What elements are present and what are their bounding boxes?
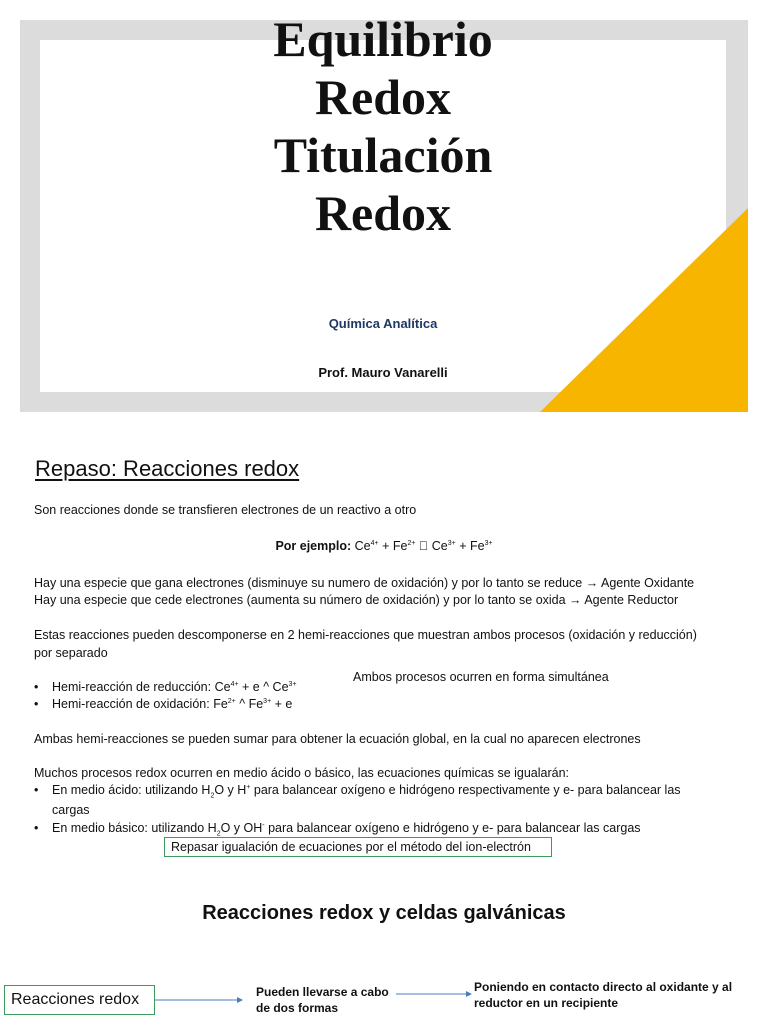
- oxidation-label: Hemi-reacción de oxidación: Fe: [52, 697, 228, 711]
- basic-subscript: 2: [216, 830, 221, 838]
- basic-text-a: En medio básico: utilizando H: [52, 821, 217, 835]
- two-ways-line-1: Pueden llevarse a cabo: [256, 985, 389, 999]
- redox-reactions-box: Reacciones redox: [4, 985, 155, 1015]
- two-ways-line-2: de dos formas: [256, 1001, 339, 1015]
- review-reminder-box: Repasar igualación de ecuaciones por el método del ion-electrón: [164, 837, 552, 857]
- title-line-1: Equilibrio: [273, 20, 493, 67]
- eq-fe-charge: 2+: [407, 539, 416, 547]
- professor-name: Prof. Mauro Vanarelli: [318, 365, 448, 380]
- acid-subscript: 2: [210, 792, 215, 800]
- title-line-4: Redox: [314, 185, 452, 241]
- review-heading: Repaso: Reacciones redox: [35, 456, 300, 481]
- title-line-3: Titulación: [273, 127, 493, 183]
- oxidant-line: Hay una especie que gana electrones (disminuye su numero de oxidación) y por lo tanto se reduce → Agente Oxidante: [34, 576, 695, 590]
- bullet-icon: •: [34, 783, 39, 797]
- arrow-icon: [396, 988, 472, 1000]
- eq-ce-charge: 4+: [370, 539, 379, 547]
- bullet-icon: •: [34, 697, 39, 711]
- intro-text: Son reacciones donde se transfieren electrones de un reactivo a otro: [34, 503, 417, 517]
- eq-arrow: [421, 539, 426, 553]
- reduction-charge-1: 4+: [230, 680, 239, 688]
- eq-plus-fe2: + Fe: [449, 539, 479, 553]
- acid-text-a: En medio ácido: utilizando H: [52, 783, 211, 797]
- galvanic-title: Reacciones redox y celdas galvánicas: [202, 902, 566, 924]
- bullet-icon: •: [34, 821, 39, 835]
- media-intro: Muchos procesos redox ocurren en medio ácido o básico, las ecuaciones químicas se igualarán:: [34, 766, 570, 780]
- basic-text-b: O y OH: [220, 821, 263, 835]
- course-name: Química Analítica: [328, 316, 438, 331]
- oxidation-mid: ^ Fe: [235, 697, 264, 711]
- eq-ce2: Ce: [425, 539, 442, 553]
- two-ways-node: [256, 984, 389, 1016]
- example-label: Por ejemplo:: [275, 539, 352, 553]
- eq-fe2-charge: 3+: [478, 539, 487, 547]
- oxidation-charge-1: 2+: [227, 697, 236, 705]
- basic-medium-bullet: [34, 821, 641, 838]
- direct-contact-node: [474, 979, 732, 1011]
- oxidation-half-reaction: [34, 697, 293, 711]
- reduction-half-reaction: [34, 680, 297, 694]
- sum-line: Ambas hemi-reacciones se pueden sumar para obtener la ecuación global, en la cual no aparecen electrones: [34, 732, 641, 746]
- title-line-2: Redox: [314, 69, 452, 125]
- oxidation-tail: + e: [271, 697, 293, 711]
- example-equation: [0, 539, 768, 553]
- acid-text-c: para balancear oxígeno e hidrógeno respectivamente y e- para balancear las: [250, 783, 681, 797]
- arrow-icon: [155, 994, 243, 1006]
- half-reactions-line-1: Estas reacciones pueden descomponerse en 2 hemi-reacciones que muestran ambos procesos (oxidación y reducción): [34, 628, 697, 642]
- reduction-charge-2: 3+: [288, 680, 297, 688]
- simultaneous-note: Ambos procesos ocurren en forma simultánea: [353, 670, 609, 684]
- reduction-mid: + e ^ Ce: [238, 680, 289, 694]
- acid-medium-bullet: [34, 783, 681, 800]
- basic-text-c: para balancear oxígeno e hidrógeno y e- para balancear las cargas: [264, 821, 641, 835]
- direct-contact-line-2: reductor en un recipiente: [474, 996, 619, 1010]
- reductant-line: Hay una especie que cede electrones (aumenta su número de oxidación) y por lo tanto se oxida → Agente Reductor: [34, 593, 679, 607]
- acid-text-b: O y H: [214, 783, 247, 797]
- basic-superscript: -: [262, 821, 265, 829]
- eq-plus-fe: + Fe: [378, 539, 408, 553]
- bullet-icon: •: [34, 680, 39, 694]
- direct-contact-line-1: Poniendo en contacto directo al oxidante y al: [474, 980, 733, 994]
- oxidation-charge-2: 3+: [263, 697, 272, 705]
- reduction-label: Hemi-reacción de reducción: Ce: [52, 680, 231, 694]
- eq-ce: Ce: [354, 539, 371, 553]
- half-reactions-line-2: por separado: [34, 646, 108, 660]
- acid-line-2: cargas: [52, 803, 90, 817]
- acid-superscript: +: [246, 783, 251, 791]
- eq-ce2-charge: 3+: [441, 539, 450, 547]
